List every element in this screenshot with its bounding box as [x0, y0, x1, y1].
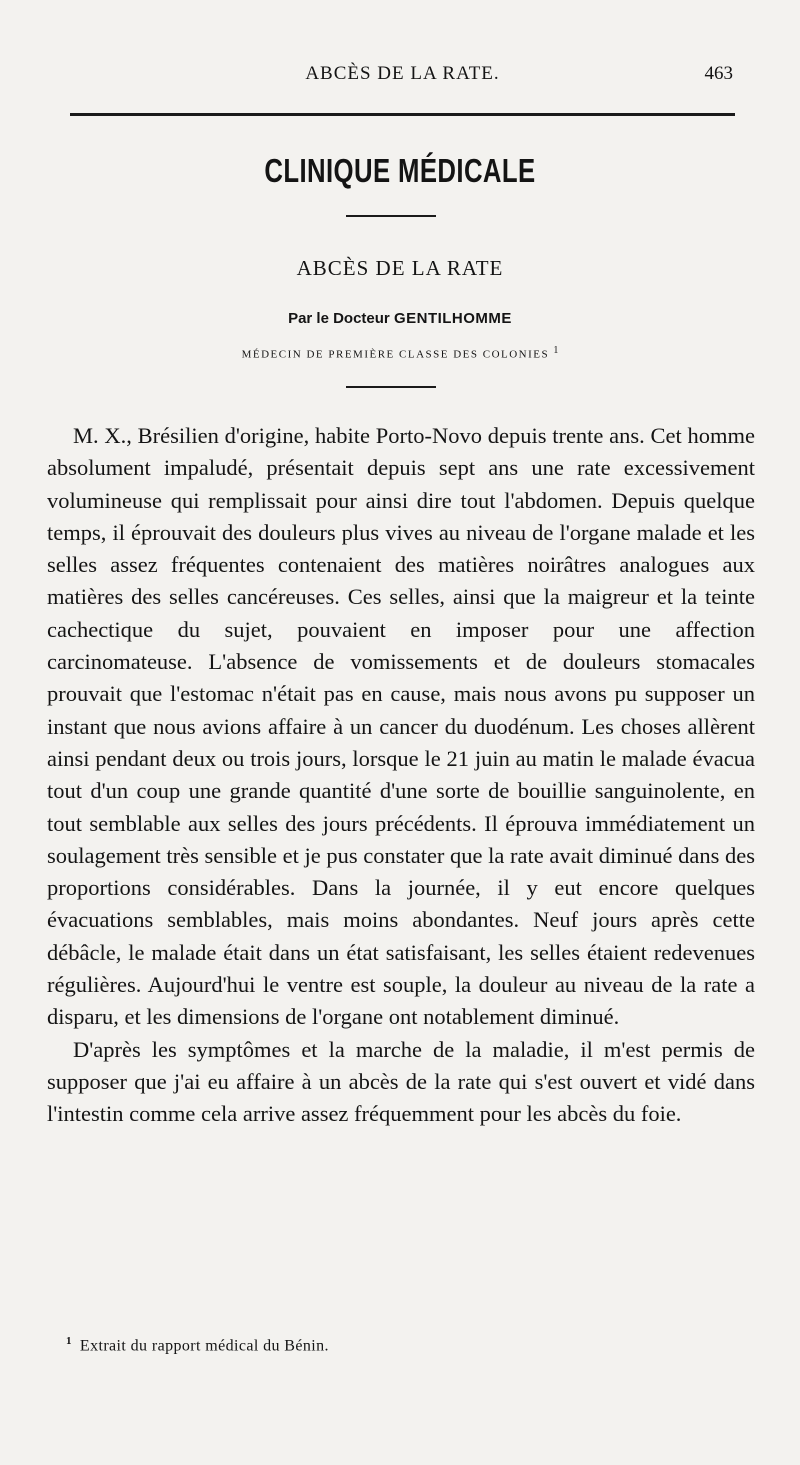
- section-title: CLINIQUE MÉDICALE: [264, 152, 536, 189]
- byline-separator-rule: [346, 386, 436, 388]
- header-rule: [70, 113, 735, 116]
- article-title: ABCÈS DE LA RATE: [296, 256, 504, 280]
- page-number: 463: [704, 63, 733, 84]
- footnote-text: Extrait du rapport médical du Bénin.: [79, 1337, 329, 1355]
- footnote-reference: 1: [553, 345, 559, 356]
- author-name: GENTILHOMME: [393, 310, 512, 327]
- body-paragraph: M. X., Brésilien d'origine, habite Porto-Novo depuis trente ans. Cet homme absolument impaludé, présentait depuis sept ans une rate excessivement volumineuse qui remplissait pour ainsi dire tout l'abdomen. Depuis quelque temps, il éprouvait des douleurs plus vives au niveau de l'organe malade et les selles assez fréquentes contenaient des matières noirâtres analogues aux matières des selles cancéreuses. Ces selles, ainsi que la maigreur et la teinte cachectique du sujet, pouvaient en imposer pour une affection carcinomateuse. L'absence de vomissements et de douleurs stomacales prouvait que l'estomac n'était pas en cause, mais nous avons pu supposer un instant que nous avions affaire à un cancer du duodénum. Les choses allèrent ainsi pendant deux ou trois jours, lorsque le 21 juin au matin le malade évacua tout d'un coup une grande quantité d'une sorte de bouillie sanguinolente, en tout semblable aux selles des jours précédents. Il éprouva immédiatement un soulagement très sensible et je pus constater que la rate avait diminué dans des proportions considérables. Dans la journée, il y eut encore quelques évacuations semblables, mais moins abondantes. Neuf jours après cette débâcle, le malade était dans un état satisfaisant, les selles étaient redevenues régulières. Aujourd'hui le ventre est souple, la douleur au niveau de la rate a disparu, et les dimensions de l'organe ont notablement diminué.: [47, 423, 755, 1030]
- article-body: [47, 420, 755, 1131]
- footnote: [66, 1335, 329, 1355]
- affiliation-text: MÉDECIN DE PREMIÈRE CLASSE DES COLONIES: [241, 348, 550, 361]
- author-affiliation: [0, 345, 800, 361]
- byline-prefix: Par le Docteur: [288, 310, 394, 327]
- title-separator-rule: [346, 215, 436, 217]
- footnote-marker: 1: [66, 1335, 72, 1347]
- byline: [0, 310, 800, 327]
- running-head: [70, 63, 735, 93]
- body-paragraph: D'après les symptômes et la marche de la maladie, il m'est permis de supposer que j'ai eu affaire à un abcès de la rate qui s'est ouvert et vidé dans l'intestin comme cela arrive assez fréquemment pour les abcès du foie.: [47, 1036, 755, 1127]
- running-head-title: ABCÈS DE LA RATE.: [305, 63, 500, 84]
